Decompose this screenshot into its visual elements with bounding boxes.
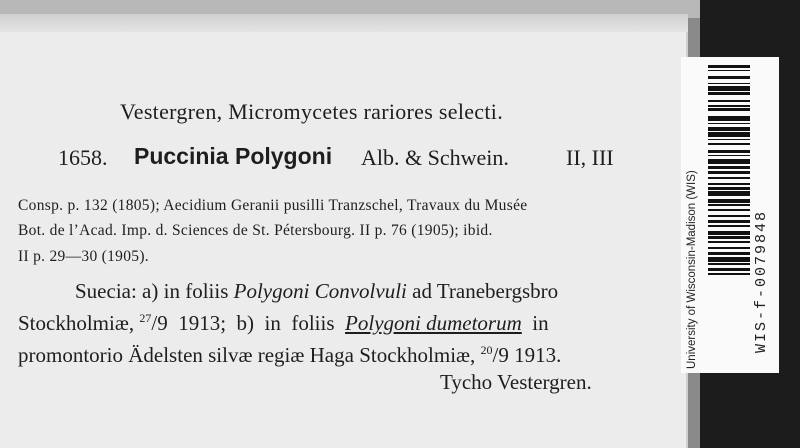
barcode-bar xyxy=(708,132,750,137)
barcode-bar xyxy=(708,65,750,68)
barcode-card xyxy=(681,57,779,373)
barcode-bar xyxy=(708,220,750,223)
barcode-bar xyxy=(708,191,750,196)
barcode-bar xyxy=(708,150,750,153)
species-name: Puccinia Polygoni xyxy=(134,143,333,169)
barcode-bar xyxy=(708,263,750,265)
barcode-bar xyxy=(708,241,750,243)
locality-line-1: Suecia: a) in foliis Polygoni Convolvuli ad Tranebergsbro xyxy=(75,279,559,303)
barcode-bar xyxy=(708,116,750,121)
barcode xyxy=(708,65,750,365)
barcode-bar xyxy=(708,215,750,217)
barcode-bar xyxy=(708,187,750,190)
barcode-bar xyxy=(708,76,750,79)
barcode-bar xyxy=(708,123,750,125)
barcode-number: WIS-f-0079848 xyxy=(753,209,770,353)
barcode-bar xyxy=(708,247,750,249)
barcode-bar xyxy=(708,177,750,179)
barcode-bar xyxy=(708,86,750,91)
barcode-bar xyxy=(708,92,750,95)
barcode-bar xyxy=(708,70,750,72)
barcode-bar xyxy=(708,273,750,275)
barcode-bar xyxy=(708,155,750,157)
barcode-bar xyxy=(708,108,750,111)
barcode-bar xyxy=(708,127,750,130)
reference-line-1: Consp. p. 132 (1805); Aecidium Geranii pusilli Tranzschel, Travaux du Musée xyxy=(18,197,528,214)
institution-name: University of Wisconsin-Madison (WIS) xyxy=(686,170,698,369)
barcode-bar xyxy=(708,139,750,141)
barcode-bar xyxy=(708,83,750,85)
locality-line-3: promontorio Ädelsten silvæ regiæ Haga Stockholmiæ, $^{20}$/9 1913. xyxy=(18,343,562,367)
species-authors: Alb. & Schwein. xyxy=(361,145,509,170)
collector-name: Tycho Vestergren. xyxy=(440,370,592,394)
label-top-fold xyxy=(0,14,688,32)
locality-line-2: Stockholmiæ, $^{27}$/9 1913; b) in foliis Polygoni dumetorum in xyxy=(18,311,549,335)
barcode-bar xyxy=(708,143,750,145)
exsiccata-number: 1658. xyxy=(58,145,108,170)
barcode-bar xyxy=(708,199,750,202)
barcode-bar xyxy=(708,252,750,255)
barcode-bar xyxy=(708,105,750,107)
spore-stages: II, III xyxy=(566,145,614,170)
barcode-bar xyxy=(708,268,750,271)
reference-line-3: II p. 29—30 (1905). xyxy=(18,248,149,265)
barcode-bar xyxy=(708,225,750,227)
barcode-bar xyxy=(708,166,750,169)
barcode-bar xyxy=(708,183,750,185)
reference-line-2: Bot. de l’Acad. Imp. d. Sciences de St. Pétersbourg. II p. 76 (1905); ibid. xyxy=(18,222,493,239)
barcode-bar xyxy=(708,257,750,262)
host-name-1: Polygoni Convolvuli xyxy=(233,279,407,303)
barcode-bar xyxy=(708,204,750,206)
barcode-bar xyxy=(708,171,750,174)
barcode-bar xyxy=(708,236,750,239)
barcode-bar xyxy=(708,159,750,164)
barcode-bar xyxy=(708,209,750,211)
series-title: Vestergren, Micromycetes rariores selecti. xyxy=(120,99,503,124)
host-name-2: Polygoni dumetorum xyxy=(345,311,522,335)
barcode-bar xyxy=(708,231,750,234)
specimen-label xyxy=(0,14,688,448)
barcode-bar xyxy=(708,100,750,102)
